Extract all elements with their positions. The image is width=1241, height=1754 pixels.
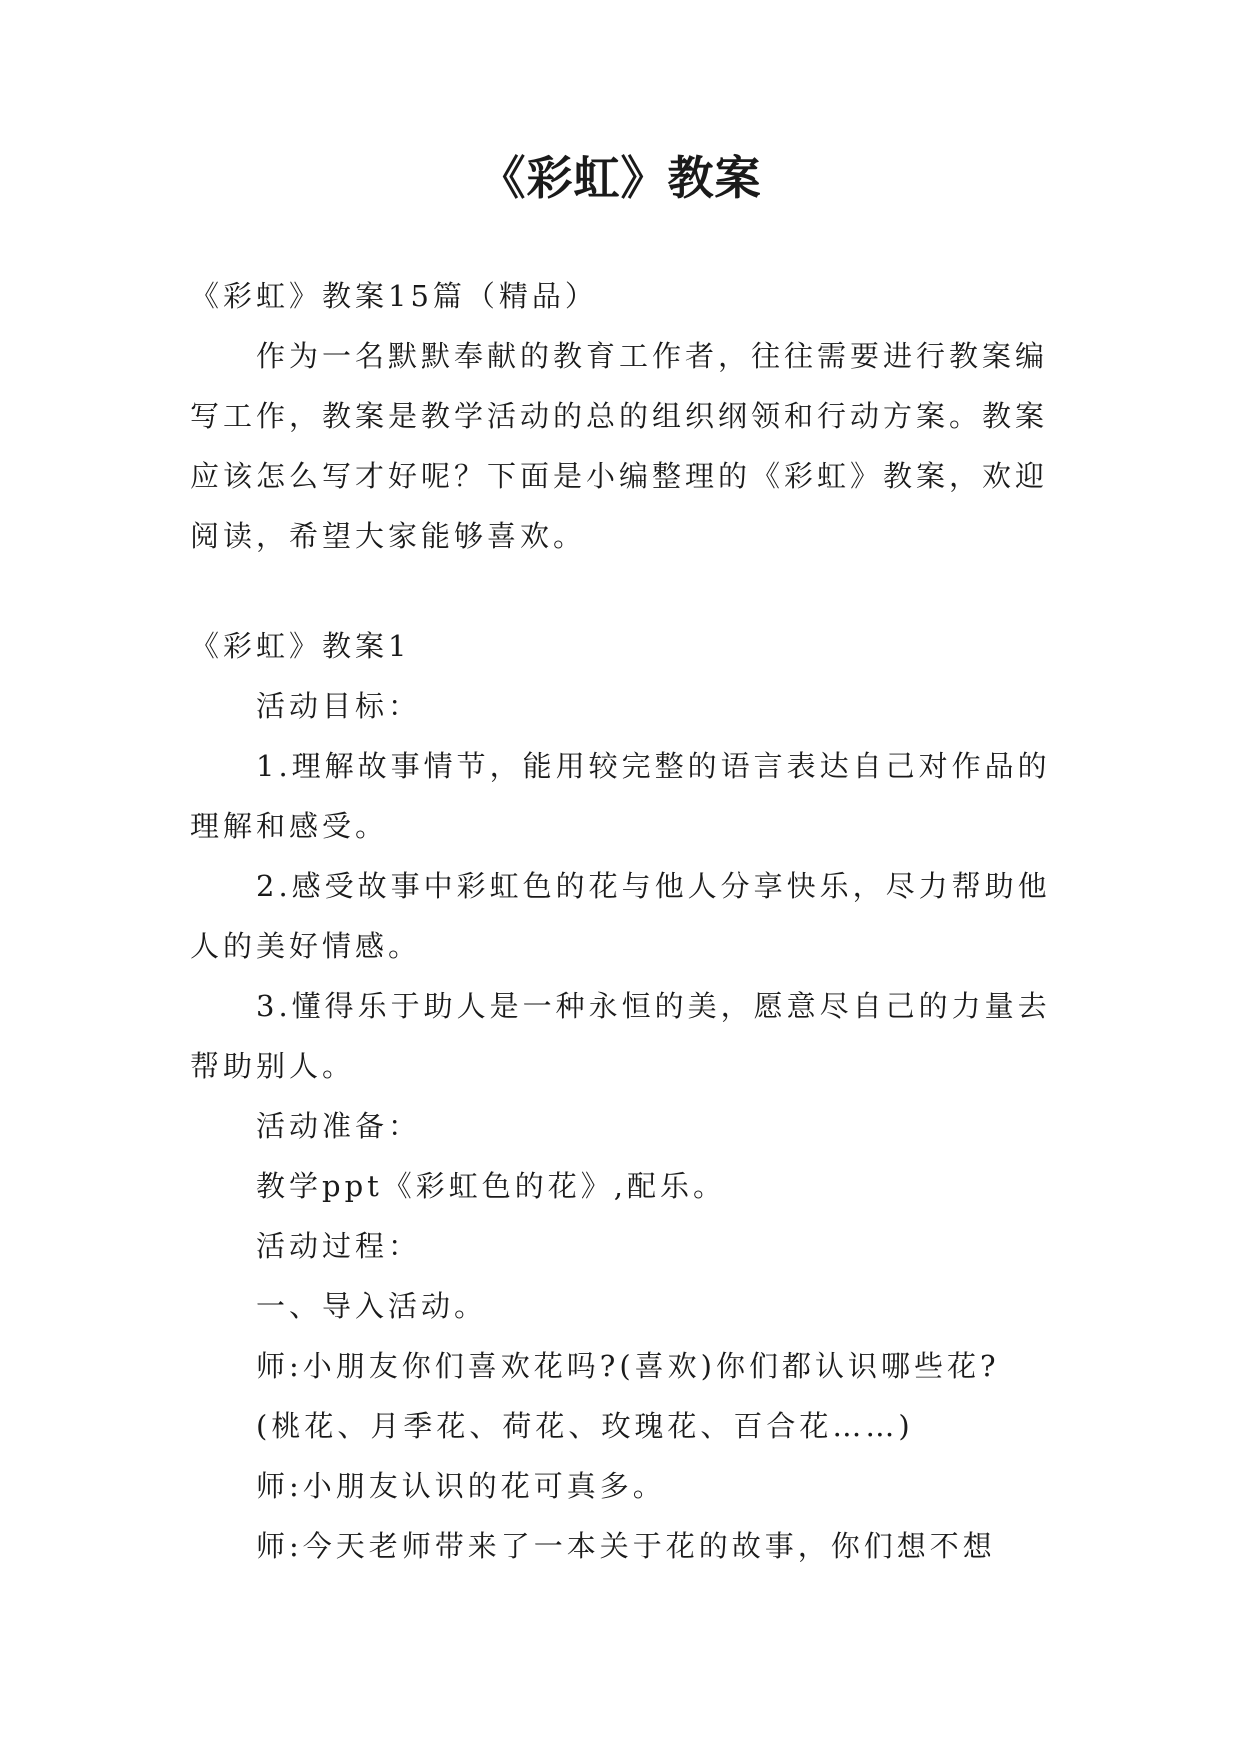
dialogue-line: 师:今天老师带来了一本关于花的故事，你们想不想 (256, 1529, 996, 1563)
goal-item-line: 1.理解故事情节，能用较完整的语言表达自己对作品的 (256, 749, 1051, 783)
dialogue-line: (桃花、月季花、荷花、玫瑰花、百合花……) (256, 1409, 914, 1443)
intro-paragraph-line: 应该怎么写才好呢？下面是小编整理的《彩虹》教案，欢迎 (190, 459, 1049, 493)
intro-paragraph-line: 写工作，教案是教学活动的总的组织纲领和行动方案。教案 (190, 399, 1049, 433)
intro-paragraph-line: 阅读，希望大家能够喜欢。 (190, 519, 587, 553)
doc-subtitle: 《彩虹》教案15篇（精品） (190, 279, 598, 313)
goal-item-line: 3.懂得乐于助人是一种永恒的美，愿意尽自己的力量去 (256, 989, 1051, 1023)
process-step-heading: 一、导入活动。 (256, 1289, 488, 1323)
goal-item-line: 2.感受故事中彩虹色的花与他人分享快乐，尽力帮助他 (256, 869, 1051, 903)
subheading-preparation: 活动准备： (256, 1109, 422, 1143)
dialogue-line: 师:小朋友你们喜欢花吗?(喜欢)你们都认识哪些花? (256, 1349, 1000, 1383)
intro-paragraph-line: 作为一名默默奉献的教育工作者，往往需要进行教案编 (256, 339, 1049, 373)
goal-item-line: 理解和感受。 (190, 809, 389, 843)
subheading-activity-goals: 活动目标： (256, 689, 422, 723)
goal-item-line: 帮助别人。 (190, 1049, 356, 1083)
goal-item-line: 人的美好情感。 (190, 929, 422, 963)
dialogue-line: 师:小朋友认识的花可真多。 (256, 1469, 666, 1503)
section-heading: 《彩虹》教案1 (190, 629, 411, 663)
preparation-text: 教学ppt《彩虹色的花》,配乐。 (256, 1169, 727, 1203)
subheading-process: 活动过程： (256, 1229, 422, 1263)
page-title: 《彩虹》教案 (479, 151, 762, 205)
